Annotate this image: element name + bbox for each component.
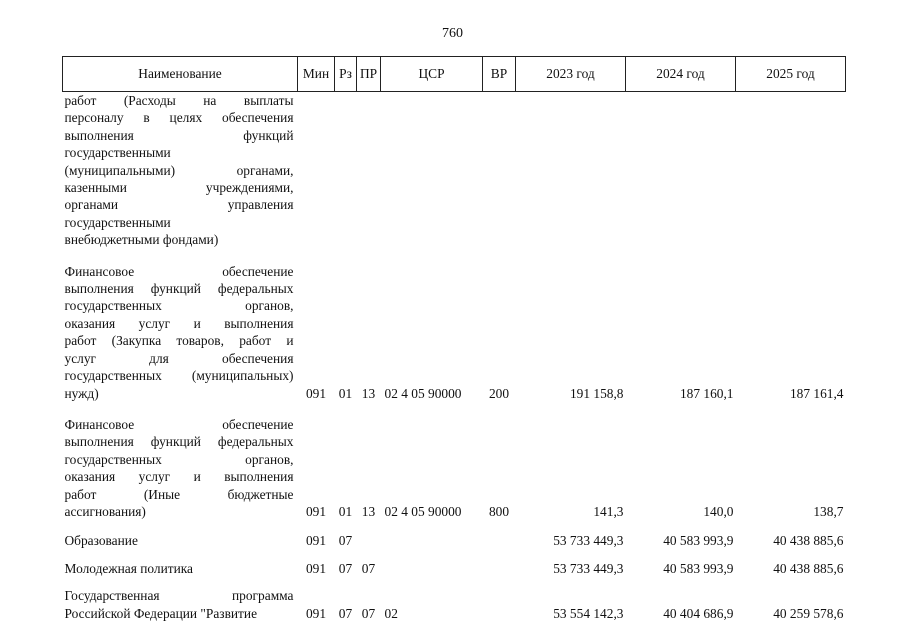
cell-csr: 02 <box>384 605 398 621</box>
row-name-line: нужд) <box>64 385 99 401</box>
row-name-line: государственными <box>64 145 171 161</box>
header-2025: 2025 год <box>736 57 846 92</box>
cell-y2024: 40 583 993,9 <box>663 533 734 549</box>
row-name-line: Государственная программа <box>64 588 294 604</box>
cell-y2025: 40 438 885,6 <box>773 533 844 549</box>
cell-y2024 <box>626 92 736 249</box>
cell-csr <box>381 520 483 549</box>
cell-csr <box>381 92 483 249</box>
cell-vr <box>483 520 516 549</box>
row-name-line: выполнения функций федеральных <box>64 434 294 450</box>
row-name <box>63 550 298 577</box>
cell-y2025: 187 161,4 <box>789 385 844 401</box>
cell-y2024: 140,0 <box>703 503 734 519</box>
cell-y2024: 40 583 993,9 <box>663 560 734 576</box>
row-name-line: государственных органов, <box>64 451 294 467</box>
cell-min: 091 <box>305 503 327 519</box>
cell-pr: 07 <box>361 560 376 576</box>
header-name: Наименование <box>63 57 298 92</box>
cell-pr <box>357 520 381 549</box>
row-name <box>63 402 298 520</box>
row-name-line: Образование <box>64 533 138 549</box>
row-name-line: работ (Расходы на выплаты <box>64 93 294 108</box>
cell-rz: 07 <box>338 605 353 621</box>
table-row <box>63 402 846 520</box>
cell-y2025: 40 259 578,6 <box>773 605 844 621</box>
cell-csr <box>381 550 483 577</box>
cell-y2023: 53 554 142,3 <box>553 605 624 621</box>
cell-rz: 01 <box>338 385 353 401</box>
cell-y2024: 40 404 686,9 <box>663 605 734 621</box>
cell-rz <box>335 92 357 249</box>
cell-pr: 13 <box>361 503 376 519</box>
row-name-line: работ (Иные бюджетные <box>64 486 294 502</box>
header-min: Мин <box>298 57 335 92</box>
row-name-line: ассигнования) <box>64 503 146 519</box>
cell-pr <box>357 92 381 249</box>
row-name-line: выполнения функций федеральных <box>64 281 294 297</box>
row-name-line: внебюджетными фондами) <box>64 232 219 248</box>
row-name-line: государственных (муниципальных) <box>64 368 294 384</box>
row-name-line: персоналу в целях обеспечения <box>64 110 294 126</box>
cell-vr <box>483 92 516 249</box>
table-row <box>63 550 846 577</box>
cell-vr: 200 <box>488 385 510 401</box>
cell-y2025: 40 438 885,6 <box>773 560 844 576</box>
cell-rz: 01 <box>338 503 353 519</box>
row-name-line: Финансовое обеспечение <box>64 416 294 432</box>
row-name-line: услуг для обеспечения <box>64 350 294 366</box>
row-name-line: Российской Федерации "Развитие <box>64 605 258 621</box>
cell-rz: 07 <box>338 560 353 576</box>
row-name-line: органами управления <box>64 197 294 213</box>
cell-csr: 02 4 05 90000 <box>384 503 462 519</box>
cell-y2025 <box>736 92 846 249</box>
table-row <box>63 249 846 402</box>
row-name-line: оказания услуг и выполнения <box>64 315 294 331</box>
table-row <box>63 92 846 249</box>
cell-y2023: 53 733 449,3 <box>553 533 624 549</box>
cell-y2023: 191 158,8 <box>569 385 624 401</box>
table-row <box>63 520 846 549</box>
row-name <box>63 577 298 622</box>
table-header <box>63 57 846 92</box>
header-vr: ВР <box>483 57 516 92</box>
row-name-line: Финансовое обеспечение <box>64 263 294 279</box>
cell-min: 091 <box>305 605 327 621</box>
budget-table <box>62 56 846 622</box>
table-row <box>63 577 846 622</box>
row-name-line: оказания услуг и выполнения <box>64 469 294 485</box>
row-name-line: (муниципальными) органами, <box>64 162 294 178</box>
cell-csr: 02 4 05 90000 <box>384 385 462 401</box>
page-number: 760 <box>442 26 463 41</box>
cell-y2023: 141,3 <box>593 503 624 519</box>
cell-y2025: 138,7 <box>813 503 844 519</box>
cell-rz: 07 <box>338 533 353 549</box>
row-name <box>63 249 298 402</box>
cell-vr <box>483 550 516 577</box>
header-rz: Рз <box>335 57 357 92</box>
header-2024: 2024 год <box>626 57 736 92</box>
row-name-line: работ (Закупка товаров, работ и <box>64 333 294 349</box>
cell-min: 091 <box>305 533 327 549</box>
cell-pr: 13 <box>361 385 376 401</box>
header-pr: ПР <box>357 57 381 92</box>
cell-vr <box>483 577 516 622</box>
cell-min: 091 <box>305 560 327 576</box>
row-name <box>63 520 298 549</box>
row-name <box>63 92 298 249</box>
row-name-line: казенными учреждениями, <box>64 180 294 196</box>
row-name-line: государственными <box>64 214 171 230</box>
row-name-line: государственных органов, <box>64 298 294 314</box>
cell-pr: 07 <box>361 605 376 621</box>
header-csr: ЦСР <box>381 57 483 92</box>
table-body <box>63 92 846 622</box>
cell-vr: 800 <box>488 503 510 519</box>
cell-y2024: 187 160,1 <box>679 385 734 401</box>
cell-y2023: 53 733 449,3 <box>553 560 624 576</box>
header-2023: 2023 год <box>516 57 626 92</box>
cell-y2023 <box>516 92 626 249</box>
row-name-line: выполнения функций <box>64 127 294 143</box>
cell-min: 091 <box>305 385 327 401</box>
cell-min <box>298 92 335 249</box>
row-name-line: Молодежная политика <box>64 560 194 576</box>
